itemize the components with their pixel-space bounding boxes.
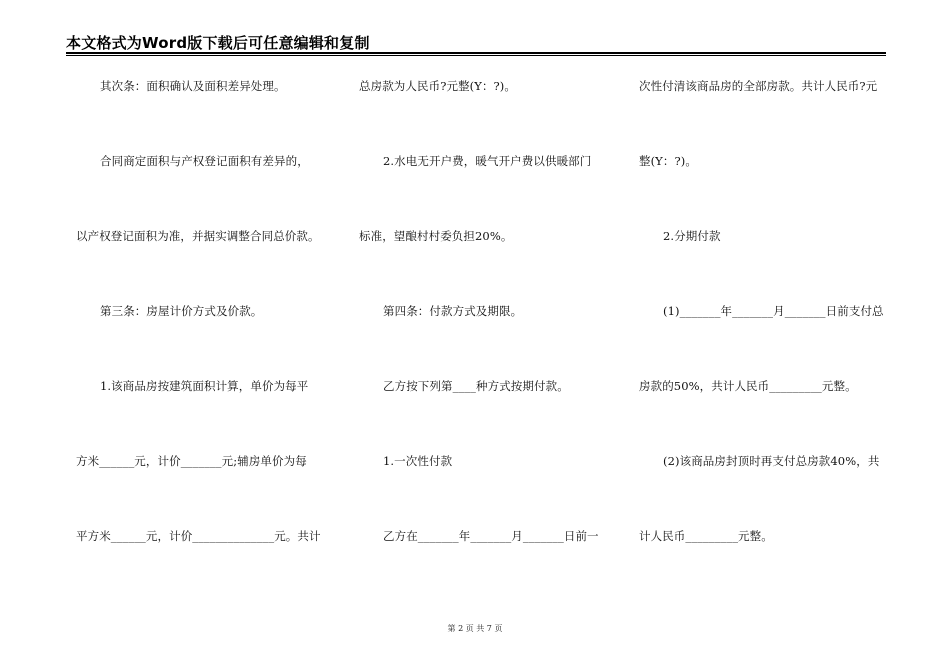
column-1-line-1: 其次条：面积确认及面积差异处理。 [100, 79, 286, 93]
column-3-line-7: 计人民币_________元整。 [639, 529, 773, 543]
column-1-line-3: 以产权登记面积为准，并据实调整合同总价款。 [76, 229, 320, 243]
column-1-line-4: 第三条：房屋计价方式及价款。 [100, 304, 263, 318]
column-3-line-3: 2.分期付款 [663, 229, 721, 243]
column-2-line-2: 2.水电无开户费，暖气开户费以供暖部门 [383, 154, 592, 168]
column-1-line-6: 方米______元，计价_______元;辅房单价为每 [76, 454, 307, 468]
column-3-line-6: (2)该商品房封顶时再支付总房款40%，共 [663, 454, 880, 468]
column-1-line-5: 1.该商品房按建筑面积计算，单价为每平 [100, 379, 309, 393]
page-number-footer: 第 2 页 共 7 页 [447, 624, 503, 633]
column-2-line-3: 标准，望酿村村委负担20%。 [359, 229, 513, 243]
document-header-title: 本文格式为Word版下载后可任意编辑和复制 [66, 34, 370, 52]
column-3-line-1: 次性付清该商品房的全部房款。共计人民币?元 [639, 79, 878, 93]
column-2-line-6: 1.一次性付款 [383, 454, 453, 468]
column-3-line-2: 整(Y：?)。 [639, 154, 697, 168]
text-column-3 [639, 0, 889, 600]
column-2-line-5: 乙方按下列第____种方式按期付款。 [383, 379, 569, 393]
column-1-line-7: 平方米______元，计价______________元。共计 [76, 529, 321, 543]
column-2-line-1: 总房款为人民币?元整(Y：?)。 [359, 79, 516, 93]
column-2-line-7: 乙方在_______年_______月_______日前一 [383, 529, 599, 543]
column-2-line-4: 第四条：付款方式及期限。 [383, 304, 523, 318]
column-1-line-2: 合同商定面积与产权登记面积有差异的， [100, 154, 309, 168]
text-column-2 [359, 0, 609, 600]
text-column-1 [76, 0, 334, 600]
column-3-line-4: (1)_______年_______月_______日前支付总 [663, 304, 884, 318]
column-3-line-5: 房款的50%，共计人民币_________元整。 [639, 379, 857, 393]
